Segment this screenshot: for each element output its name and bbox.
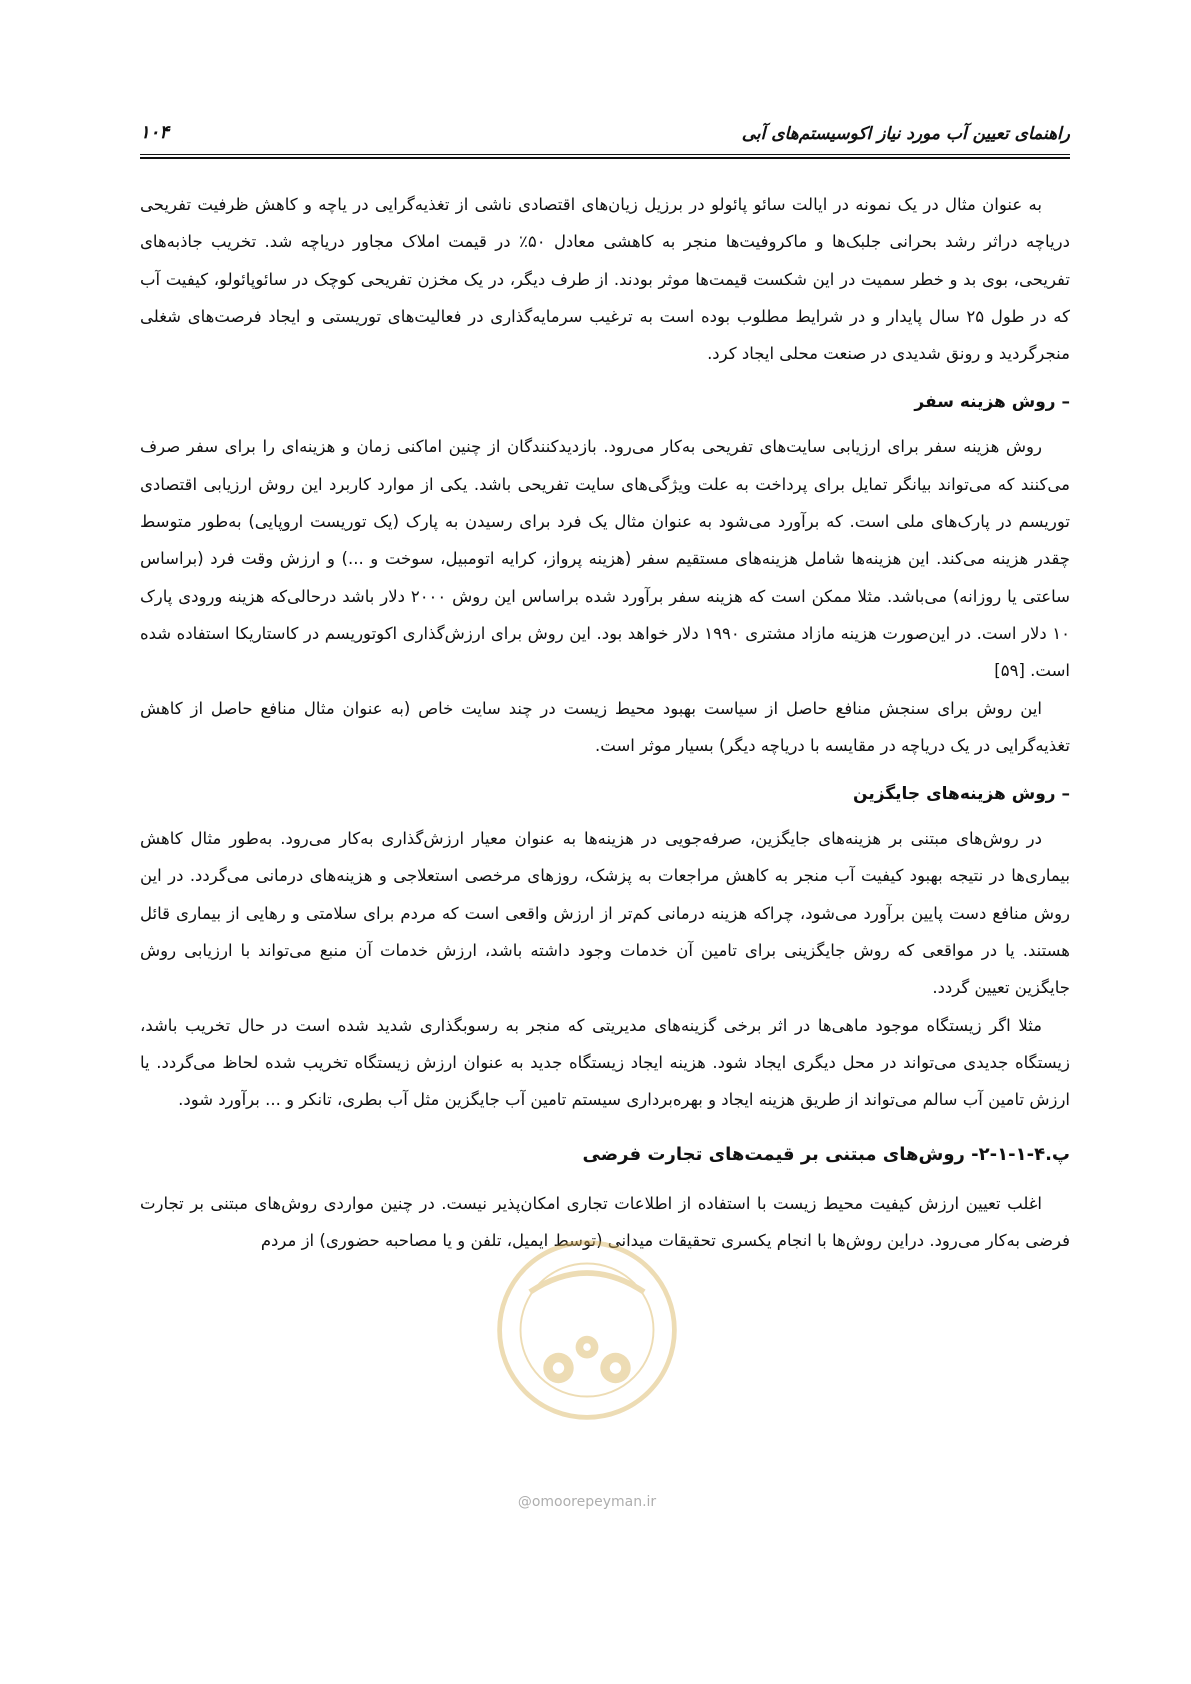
header-divider — [140, 154, 1070, 155]
page-header — [140, 118, 1070, 158]
page-body — [140, 186, 1070, 1259]
paragraph: در روش‌های مبتنی بر هزینه‌های جایگزین، صرفه‌جویی در هزینه‌ها به عنوان معیار ارزش‌گذاری به‌کار می‌رود. به‌طور مثال کاهش بیماری‌ها در نتیجه بهبود کیفیت آب منجر به کاهش مراجعات به پزشک، روزهای مرخصی استعلاجی و هزینه‌های درمانی می‌گردد. در این روش منافع دست پایین برآورد می‌شود، چراکه هزینه درمانی کم‌تر از ارزش واقعی است که مردم برای سلامتی و رهایی از بیماری قائل هستند. یا در مواقعی که روش جایگزینی برای تامین آن خدمات وجود داشته باشد، ارزش خدمات آن منبع می‌تواند با ارزیابی روش جایگزین تعیین گردد. — [140, 829, 1070, 998]
watermark-site: @omoorepeyman.ir — [517, 1494, 657, 1510]
subsection-heading-hypothetical-market: پ.۴-۱-۱-۲- روش‌های مبتنی بر قیمت‌های تجارت فرضی — [582, 1143, 1070, 1165]
paragraph: روش هزینه سفر برای ارزیابی سایت‌های تفریحی به‌کار می‌رود. بازدیدکنندگان از چنین اماکنی زمان و هزینه‌ای را برای سفر صرف می‌کنند که می‌تواند بیانگر تمایل برای پرداخت به علت ویژگی‌های سایت تفریحی باشد. یکی از موارد کاربرد این روش ارزیابی اقتصادی توریسم در پارک‌های ملی است. که برآورد می‌شود به عنوان مثال یک فرد برای رسیدن به پارک (یک توریست اروپایی) به‌طور متوسط چقدر هزینه می‌کند. این هزینه‌ها شامل هزینه‌های مستقیم سفر (هزینه پرواز، کرایه اتومبیل، سوخت و ...) و ارزش وقت فرد (براساس ساعتی یا روزانه) می‌باشد. مثلا ممکن است که هزینه سفر برآورد شده براساس این روش ۲۰۰۰ دلار باشد درحالی‌که هزینه ورودی پارک ۱۰ دلار است. در این‌صورت هزینه مازاد مشتری ۱۹۹۰ دلار خواهد بود. این روش برای ارزش‌گذاری اکوتوریسم در کاستاریکا استفاده شده است. [۵۹] — [140, 437, 1070, 681]
header-divider-thick — [140, 157, 1070, 159]
watermark-logo — [492, 1235, 682, 1425]
paragraph: اغلب تعیین ارزش کیفیت محیط زیست با استفاده از اطلاعات تجاری امکان‌پذیر نیست. در چنین مواردی روش‌های مبتنی بر تجارت فرضی به‌کار می‌رود. دراین روش‌ها با انجام یکسری تحقیقات میدانی (توسط ایمیل، تلفن و یا مصاحبه حضوری) از مردم — [140, 1193, 1070, 1250]
paragraph: این روش برای سنجش منافع حاصل از سیاست بهبود محیط زیست در چند سایت خاص (به عنوان مثال منافع حاصل از کاهش تغذیه‌گرایی در یک دریاچه در مقایسه با دریاچه دیگر) بسیار موثر است. — [140, 698, 1070, 755]
section-heading-replacement-cost: – روش هزینه‌های جایگزین — [853, 784, 1070, 805]
page-number: ۱۰۴ — [140, 122, 170, 143]
running-title: راهنمای تعیین آب مورد نیاز اکوسیستم‌های آبی — [741, 124, 1070, 144]
paragraph: مثلا اگر زیستگاه موجود ماهی‌ها در اثر برخی گزینه‌های مدیریتی که منجر به رسوبگذاری شدید شده است در حال تخریب باشد، زیستگاه جدیدی می‌تواند در محل دیگری ایجاد شود. هزینه ایجاد زیستگاه جدید به عنوان ارزش زیستگاه تخریب شده لحاظ می‌گردد. یا ارزش تامین آب سالم می‌تواند از طریق هزینه ایجاد و بهره‌برداری سیستم تامین آب جایگزین مثل آب بطری، تانکر و ... برآورد شود. — [140, 1015, 1070, 1110]
paragraph: به عنوان مثال در یک نمونه در ایالت سائو پائولو در برزیل زیان‌های اقتصادی ناشی از تغذیه‌گرایی در یاچه و کاهش ظرفیت تفریحی دریاچه دراثر رشد بحرانی جلبک‌ها و ماکروفیت‌ها منجر به کاهشی معادل ۵۰٪ در قیمت املاک مجاور دریاچه شد. تخریب جاذبه‌های تفریحی، بوی بد و خطر سمیت در این شکست قیمت‌ها موثر بودند. از طرف دیگر، در یک مخزن تفریحی کوچک در سائوپائولو، کیفیت آب که در طول ۲۵ سال پایدار و در شرایط مطلوب بوده است به ترغیب سرمایه‌گذاری در فعالیت‌های توریستی و ایجاد فرصت‌های شغلی منجرگردید و رونق شدیدی در صنعت محلی ایجاد کرد. — [140, 195, 1070, 364]
section-heading-travel-cost: – روش هزینه سفر — [914, 392, 1070, 413]
